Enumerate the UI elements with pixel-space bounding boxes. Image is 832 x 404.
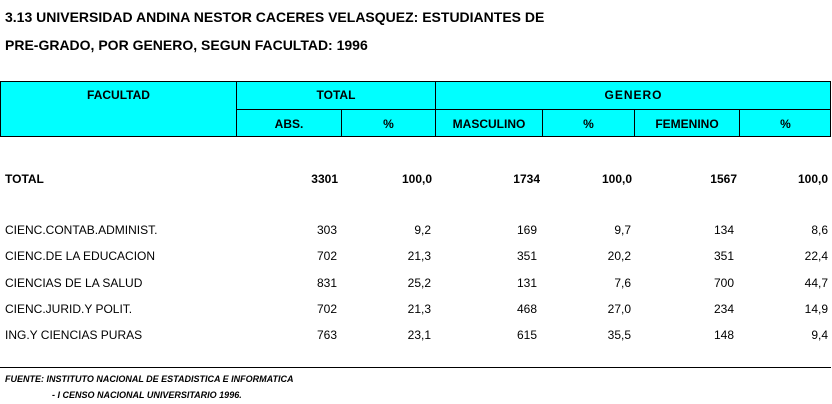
row-label: TOTAL [5,172,44,186]
row-label: CIENC.DE LA EDUCACION [5,249,156,263]
header-femenino: FEMENINO [655,117,719,131]
row-label: CIENCIAS DE LA SALUD [5,276,143,290]
header-total: TOTAL [316,88,356,102]
cell-femenino-pct: 100,0 [797,172,828,186]
cell-pct: 25,2 [407,276,431,290]
cell-masculino-pct: 27,0 [607,302,631,316]
cell-masculino: 468 [516,302,537,316]
cell-femenino: 351 [713,249,734,263]
cell-masculino-pct: 20,2 [607,249,631,263]
cell-pct: 21,3 [407,249,431,263]
table-title-line-1: 3.13 UNIVERSIDAD ANDINA NESTOR CACERES VELASQUEZ: ESTUDIANTES DE [5,9,545,25]
cell-pct: 21,3 [407,302,431,316]
row-label: CIENC.CONTAB.ADMINIST. [5,223,158,237]
cell-femenino: 1567 [710,172,737,186]
header-masculino-pct: % [583,117,594,131]
cell-masculino: 169 [516,223,537,237]
header-facultad: FACULTAD [87,88,150,102]
header-genero: GENERO [604,88,663,102]
cell-masculino-pct: 100,0 [601,172,632,186]
table-header [0,81,831,137]
cell-femenino-pct: 9,4 [811,328,828,342]
cell-masculino-pct: 7,6 [614,276,631,290]
cell-abs: 702 [316,302,337,316]
cell-masculino: 351 [516,249,537,263]
cell-masculino: 1734 [513,172,540,186]
row-label: ING.Y CIENCIAS PURAS [5,328,143,342]
cell-femenino-pct: 14,9 [804,302,828,316]
cell-femenino: 148 [713,328,734,342]
cell-femenino-pct: 8,6 [811,223,828,237]
header-masculino: MASCULINO [452,117,526,131]
cell-abs: 303 [316,223,337,237]
row-label: CIENC.JURID.Y POLIT. [5,302,133,316]
cell-abs: 763 [316,328,337,342]
cell-pct: 9,2 [414,223,431,237]
table-title-line-2: PRE-GRADO, POR GENERO, SEGUN FACULTAD: 1996 [5,37,368,53]
header-femenino-pct: % [780,117,791,131]
table-bottom-rule [0,367,831,368]
source-line-2: - I CENSO NACIONAL UNIVERSITARIO 1996. [52,390,242,400]
header-abs: ABS. [274,117,304,131]
cell-masculino-pct: 9,7 [614,223,631,237]
cell-masculino-pct: 35,5 [607,328,631,342]
cell-masculino: 615 [516,328,537,342]
cell-abs: 702 [316,249,337,263]
cell-femenino-pct: 22,4 [804,249,828,263]
source-line-1: FUENTE: INSTITUTO NACIONAL DE ESTADISTICA E INFORMATICA [5,374,294,384]
cell-pct: 100,0 [401,172,432,186]
cell-femenino-pct: 44,7 [804,276,828,290]
cell-abs: 3301 [311,172,338,186]
header-total-pct: % [383,117,394,131]
cell-femenino: 134 [713,223,734,237]
cell-abs: 831 [316,276,337,290]
cell-masculino: 131 [516,276,537,290]
cell-femenino: 700 [713,276,734,290]
cell-pct: 23,1 [407,328,431,342]
cell-femenino: 234 [713,302,734,316]
